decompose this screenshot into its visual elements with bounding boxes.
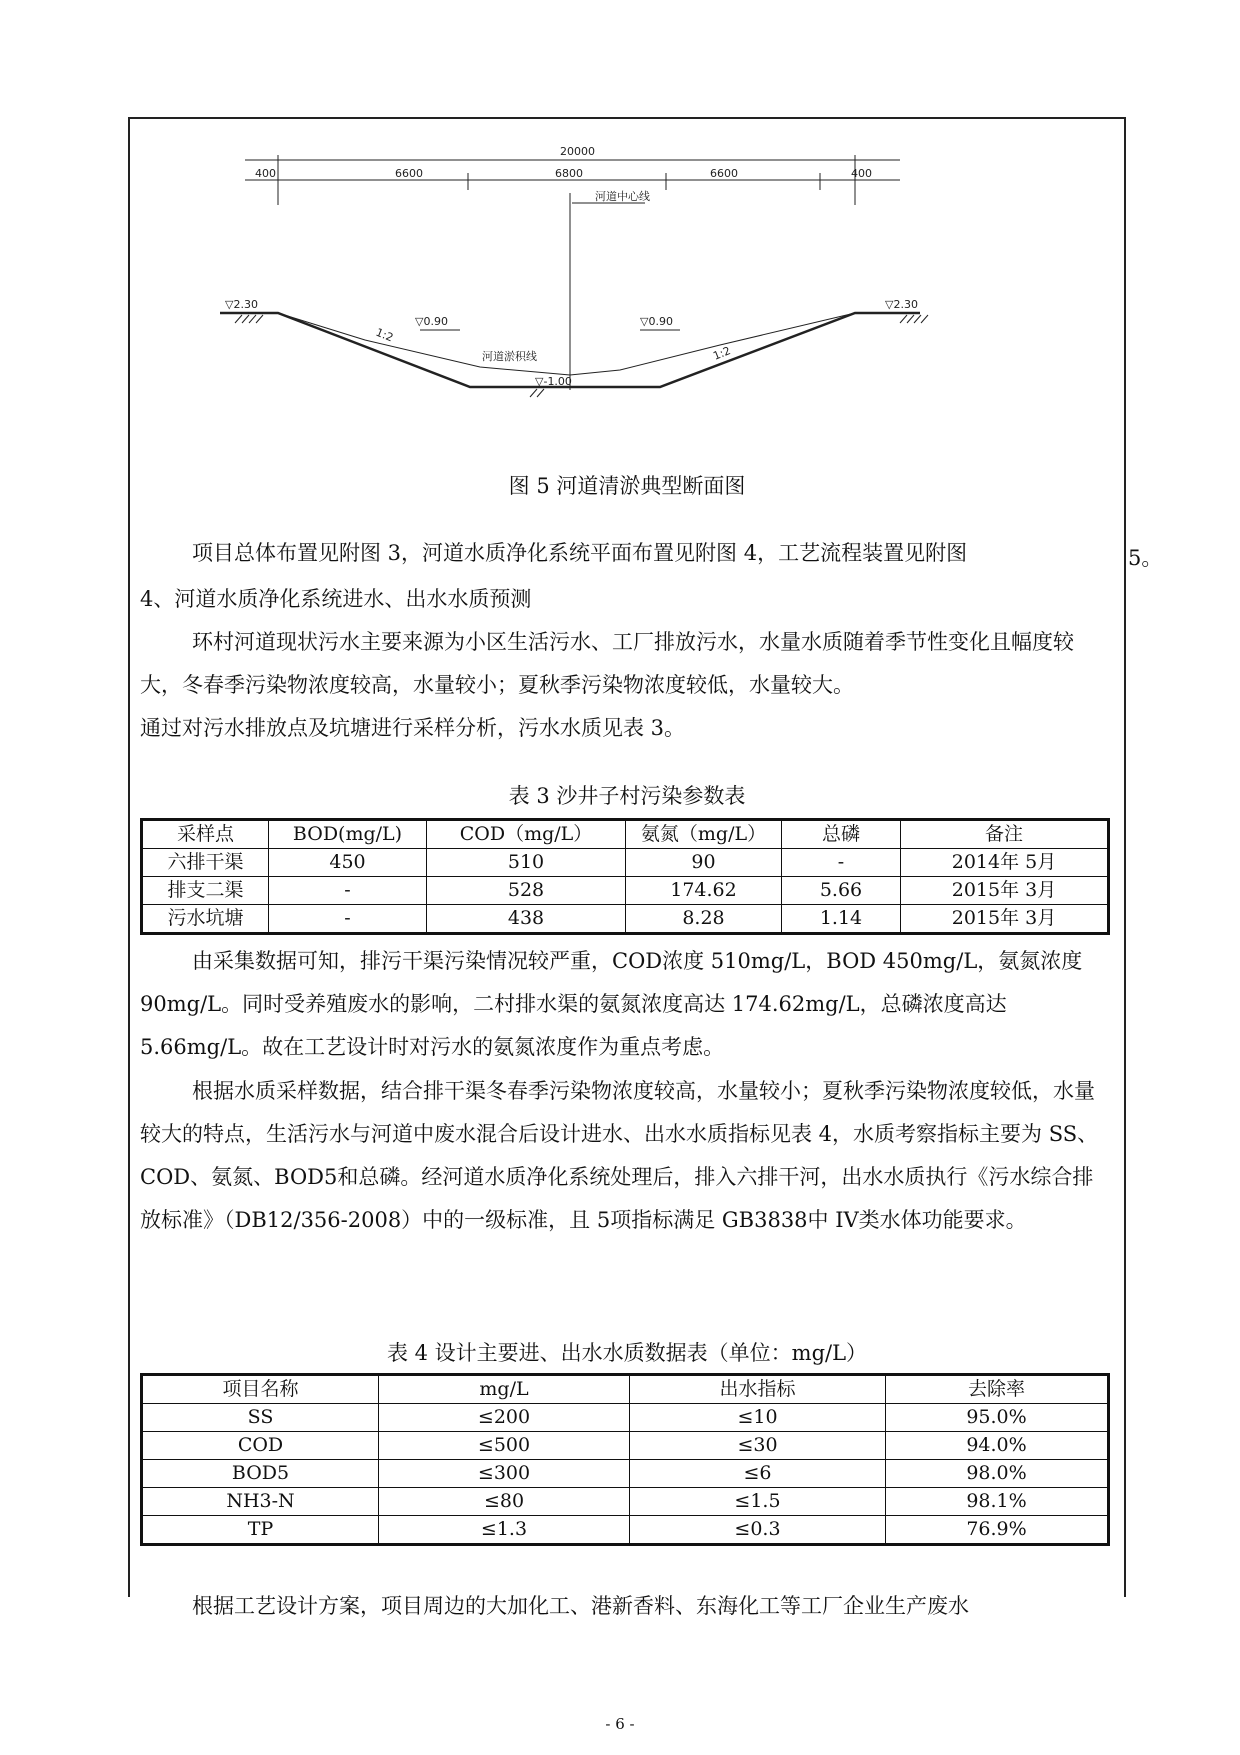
elev-bottom: ▽-1.00: [535, 375, 572, 388]
slope-right: 1:2: [711, 344, 733, 363]
page-number: - 6 -: [605, 1715, 635, 1733]
dim-seg-1: 400: [255, 167, 276, 180]
page-frame-right: [1124, 117, 1126, 1597]
paragraph-layout: 项目总体布置见附图 3，河道水质净化系统平面布置见附图 4，工艺流程装置见附图: [192, 541, 968, 565]
table4-caption: 表 4 设计主要进、出水水质数据表（单位：mg/L）: [386, 1341, 868, 1365]
table-row: SS ≤200 ≤10 95.0%: [142, 1404, 1109, 1432]
page-frame-left: [128, 117, 130, 1597]
paragraph-design-basis: 根据水质采样数据，结合排干渠冬春季污染物浓度较高，水量较小；夏秋季污染物浓度较低，水量较大的特点，生活污水与河道中废水混合后设计进水、出水水质指标见表 4，水质考察指标主要为 SS、COD、氨氮、BOD5和总磷。经河道水质净化系统处理后，排入六排干河，出水水质执行《污水综合排放标准》（DB12/356-2008）中的一级标准，且 5项指标满足 GB3838中 IV类水体功能要求。: [140, 1079, 1099, 1232]
figure-caption: 图 5 河道清淤典型断面图: [508, 474, 746, 498]
dim-seg-4: 6600: [710, 167, 738, 180]
dim-seg-5: 400: [851, 167, 872, 180]
page-frame-top: [128, 117, 1126, 119]
table-row: COD ≤500 ≤30 94.0%: [142, 1432, 1109, 1460]
paragraph-layout-overflow: 5。: [1128, 546, 1163, 570]
section-heading-4: 4、河道水质净化系统进水、出水水质预测: [140, 587, 532, 611]
table-row: NH3-N ≤80 ≤1.5 98.1%: [142, 1488, 1109, 1516]
table-row: 污水坑塘 - 438 8.28 1.14 2015年 3月: [142, 905, 1109, 934]
ground-hatch: [235, 315, 928, 397]
centerline-label: 河道中心线: [595, 190, 650, 203]
river-cross-section-figure: [200, 145, 1060, 430]
elev-mid-right: ▽0.90: [640, 315, 673, 328]
table-row: BOD5 ≤300 ≤6 98.0%: [142, 1460, 1109, 1488]
dim-total: 20000: [560, 145, 595, 158]
table-row: 排支二渠 - 528 174.62 5.66 2015年 3月: [142, 877, 1109, 905]
table4: [140, 1373, 1110, 1546]
elev-top-right: ▽2.30: [885, 298, 918, 311]
table3-caption: 表 3 沙井子村污染参数表: [508, 784, 746, 808]
table3: [140, 818, 1110, 935]
paragraph-wastewater: 根据工艺设计方案，项目周边的大加化工、港新香料、东海化工等工厂企业生产废水: [192, 1594, 969, 1618]
table-row: 六排干渠 450 510 90 - 2014年 5月: [142, 849, 1109, 877]
table-row: TP ≤1.3 ≤0.3 76.9%: [142, 1516, 1109, 1545]
table-header-row: 项目名称 mg/L 出水指标 去除率: [142, 1375, 1109, 1404]
elev-mid-left: ▽0.90: [415, 315, 448, 328]
paragraph-water-source: 环村河道现状污水主要来源为小区生活污水、工厂排放污水，水量水质随着季节性变化且幅度较大，冬春季污染物浓度较高，水量较小；夏秋季污染物浓度较低，水量较大。 通过对污水排放点及坑塘进行采样分析，污水水质见表 3。: [140, 630, 1074, 740]
silt-label: 河道淤积线: [482, 350, 537, 363]
elev-top-left: ▽2.30: [225, 298, 258, 311]
dim-seg-3: 6800: [555, 167, 583, 180]
dim-seg-2: 6600: [395, 167, 423, 180]
silt-line: [278, 313, 855, 375]
paragraph-data-analysis: 由采集数据可知，排污干渠污染情况较严重，COD浓度 510mg/L，BOD 450mg/L，氨氮浓度 90mg/L。同时受养殖废水的影响，二村排水渠的氨氮浓度高达 174.62mg/L，总磷浓度高达 5.66mg/L。故在工艺设计时对污水的氨氮浓度作为重点考虑。: [140, 949, 1083, 1059]
slope-left: 1:2: [373, 325, 396, 345]
table-header-row: 采样点 BOD(mg/L) COD（mg/L） 氨氮（mg/L） 总磷 备注: [142, 820, 1109, 849]
